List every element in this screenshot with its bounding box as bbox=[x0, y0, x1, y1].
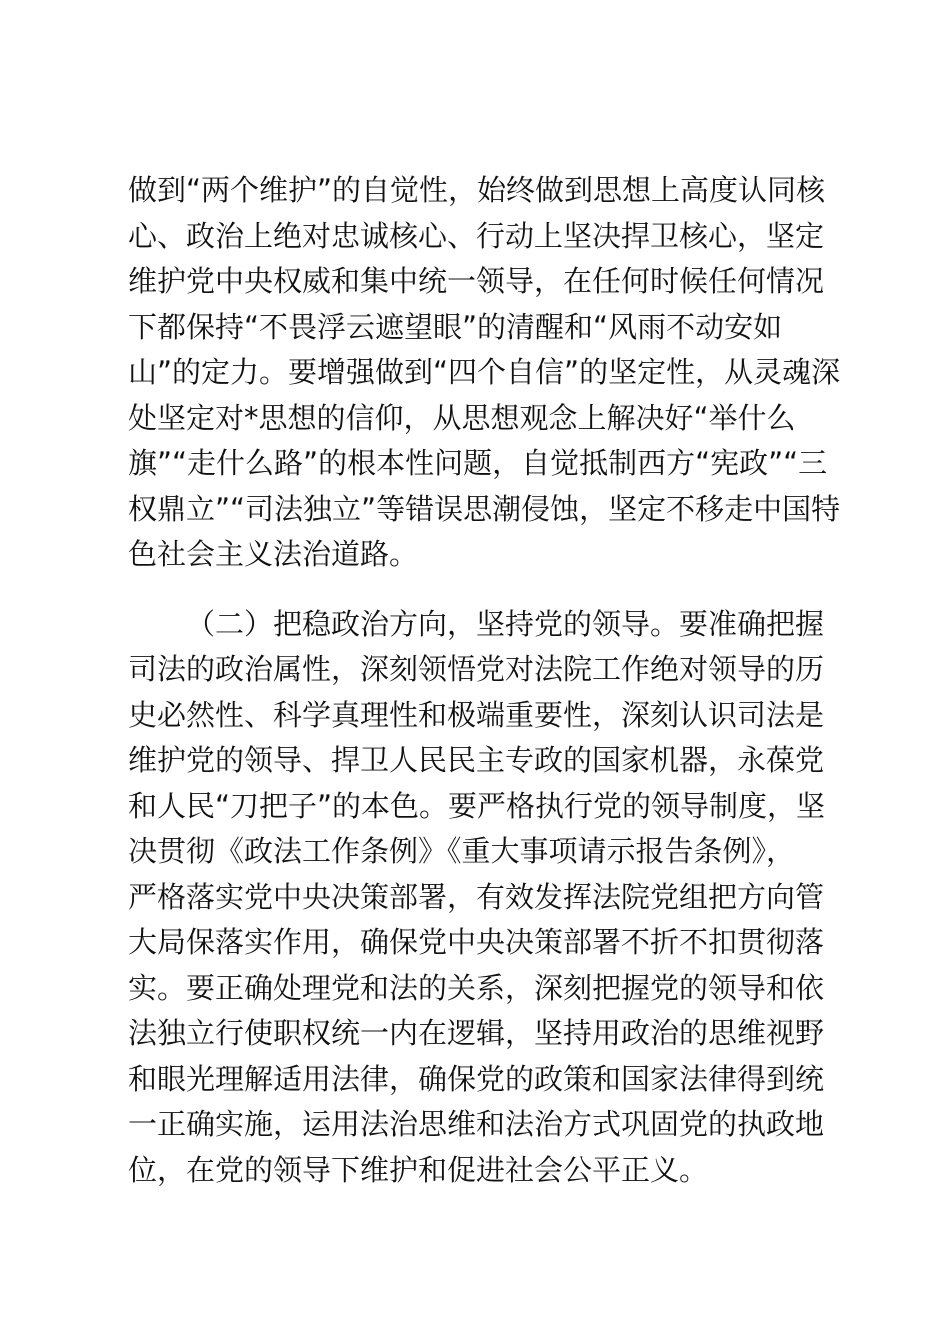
paragraph-line: 严格落实党中央决策部署，有效发挥法院党组把方向管 bbox=[128, 879, 825, 914]
paragraph-line: 大局保落实作用，确保党中央决策部署不折不扣贯彻落 bbox=[128, 925, 825, 959]
paragraph-2 bbox=[128, 602, 832, 1194]
paragraph-line: 司法的政治属性，深刻领悟党对法院工作绝对领导的历 bbox=[128, 652, 825, 686]
paragraph-line: 维护党中央权威和集中统一领导，在任何时候任何情况 bbox=[128, 264, 825, 298]
paragraph-line: 心、政治上绝对忠诚核心、行动上坚决捍卫核心，坚定 bbox=[128, 218, 825, 253]
paragraph-line: 权鼎立”“司法独立”等错误思潮侵蚀，坚定不移走中国特 bbox=[128, 491, 841, 526]
paragraph-line: 旗”“走什么路”的根本性问题，自觉抵制西方“宪政”“三 bbox=[128, 446, 828, 480]
paragraph-line: 处坚定对*思想的信仰，从思想观念上解决好“举什么 bbox=[128, 400, 796, 435]
paragraph-spacer bbox=[128, 578, 832, 602]
paragraph-line: 山”的定力。要增强做到“四个自信”的坚定性，从灵魂深 bbox=[128, 355, 841, 389]
paragraph-line: 和眼光理解适用法律，确保党的政策和国家法律得到统 bbox=[128, 1061, 825, 1096]
paragraph-line: 下都保持“不畏浮云遮望眼”的清醒和“风雨不动安如 bbox=[128, 309, 783, 344]
document-body bbox=[128, 168, 841, 1193]
paragraph-line: 实。要正确处理党和法的关系，深刻把握党的领导和依 bbox=[128, 970, 825, 1005]
paragraph-line: 决贯彻《政法工作条例》《重大事项请示报告条例》， bbox=[128, 834, 796, 868]
paragraph-line: 维护党的领导、捍卫人民民主专政的国家机器，永葆党 bbox=[128, 743, 825, 777]
paragraph-line: 色社会主义法治道路。 bbox=[128, 537, 419, 571]
paragraph-line: 位，在党的领导下维护和促进社会公平正义。 bbox=[128, 1152, 709, 1187]
paragraph-line: 做到“两个维护”的自觉性，始终做到思想上高度认同核 bbox=[128, 173, 826, 207]
paragraph-line: 法独立行使职权统一内在逻辑，坚持用政治的思维视野 bbox=[128, 1016, 825, 1050]
paragraph-line: 和人民“刀把子”的本色。要严格执行党的领导制度，坚 bbox=[128, 788, 826, 823]
paragraph-line: 史必然性、科学真理性和极端重要性，深刻认识司法是 bbox=[128, 697, 825, 732]
paragraph-line: 一正确实施，运用法治思维和法治方式巩固党的执政地 bbox=[128, 1107, 825, 1141]
paragraph-heading-line: （二）把稳政治方向，坚持党的领导。要准确把握 bbox=[186, 606, 825, 641]
paragraph-1 bbox=[128, 168, 841, 578]
